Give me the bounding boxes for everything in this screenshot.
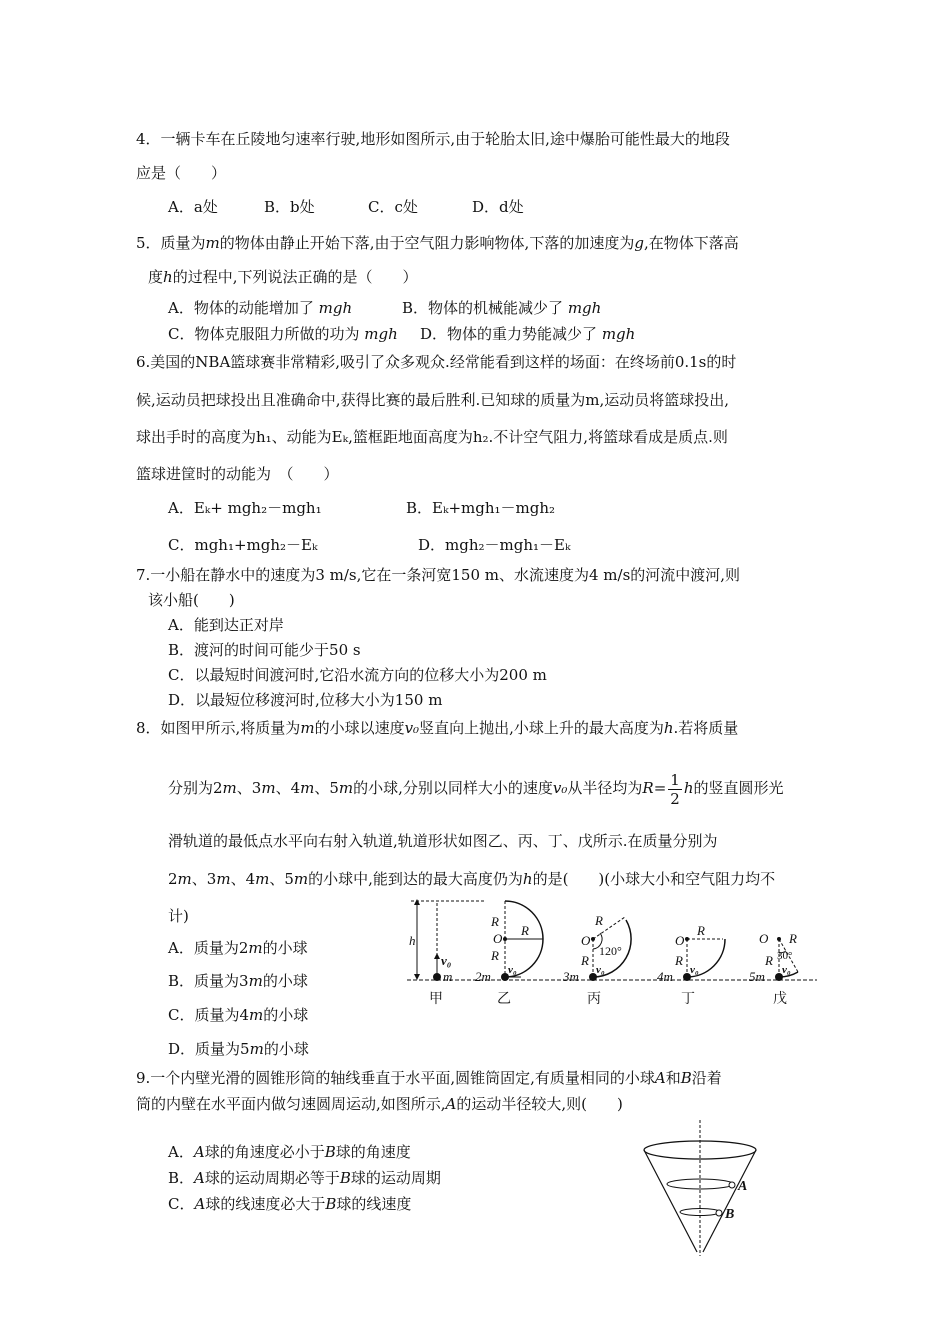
v0-label: v₀ bbox=[441, 953, 452, 968]
q9-option-b: B．A球的运动周期必等于B球的运动周期 bbox=[168, 1169, 441, 1187]
q7-option-a: A．能到达正对岸 bbox=[168, 616, 284, 634]
h-label: h bbox=[409, 933, 416, 948]
q9-stem-line2: 筒的内壁在水平面内做匀速圆周运动,如图所示,A的运动半径较大,则( ) bbox=[136, 1095, 623, 1113]
q6-stem-line4: 篮球进筐时的动能为 （ ） bbox=[136, 465, 339, 483]
mass-label: m bbox=[443, 969, 453, 984]
cone-figure bbox=[640, 1118, 770, 1258]
q6-option-b: B．Eₖ+mgh₁－mgh₂ bbox=[406, 499, 556, 517]
q6-option-d: D．mgh₂－mgh₁－Eₖ bbox=[418, 536, 571, 554]
q6-option-a: A．Eₖ+ mgh₂－mgh₁ bbox=[168, 499, 322, 517]
q7-option-d: D．以最短位移渡河时,位移大小为150 m bbox=[168, 691, 443, 709]
svg-text:R: R bbox=[521, 923, 529, 938]
q4-stem-line1: 4．一辆卡车在丘陵地匀速率行驶,地形如图所示,由于轮胎太旧,途中爆胎可能性最大的地段 bbox=[136, 130, 730, 148]
q5-option-d: D．物体的重力势能减少了 mgh bbox=[420, 325, 636, 343]
panel-label: 戊 bbox=[773, 992, 787, 1007]
q5-stem-line2: 度h的过程中,下列说法正确的是（ ） bbox=[148, 268, 418, 286]
svg-text:R: R bbox=[581, 953, 589, 968]
q9-option-a: A．A球的角速度必小于B球的角速度 bbox=[168, 1143, 411, 1161]
q6-stem-line3: 球出手时的高度为h₁、动能为Eₖ,篮框距地面高度为h₂.不计空气阻力,将篮球看成是质点.则 bbox=[136, 428, 728, 446]
q8-track-figure bbox=[405, 893, 825, 1008]
panel-wu bbox=[749, 931, 798, 1007]
q7-option-c: C．以最短时间渡河时,它沿水流方向的位移大小为200 m bbox=[168, 666, 547, 684]
q7-option-b: B．渡河的时间可能少于50 s bbox=[168, 641, 361, 659]
one-half-fraction: $\frac{1}{2}$ bbox=[670, 770, 680, 808]
svg-text:v₀: v₀ bbox=[596, 964, 605, 976]
q4-option-b: B．b处 bbox=[264, 198, 315, 216]
svg-text:O: O bbox=[581, 933, 591, 948]
svg-text:O: O bbox=[759, 931, 769, 946]
svg-text:R: R bbox=[595, 913, 603, 928]
q6-stem-line2: 候,运动员把球投出且准确命中,获得比赛的最后胜利.已知球的质量为m,运动员将篮球投出, bbox=[136, 391, 730, 409]
panel-ding bbox=[657, 923, 725, 1007]
ball-b bbox=[716, 1210, 722, 1216]
label-b: B bbox=[725, 1207, 735, 1222]
angle-label: 120° bbox=[599, 944, 622, 958]
svg-text:R: R bbox=[697, 923, 705, 938]
svg-text:v₀: v₀ bbox=[782, 964, 791, 976]
label-a: A bbox=[738, 1179, 748, 1194]
svg-text:O: O bbox=[493, 931, 503, 946]
q8-stem-line3: 滑轨道的最低点水平向右射入轨道,轨道形状如图乙、丙、丁、戊所示.在质量分别为 bbox=[168, 832, 718, 850]
svg-text:O: O bbox=[675, 933, 685, 948]
q8-option-a: A．质量为2m的小球 bbox=[168, 939, 308, 957]
svg-text:v₀: v₀ bbox=[508, 964, 517, 976]
q8-stem-line5: 计) bbox=[168, 907, 189, 925]
q4-stem-line2: 应是（ ） bbox=[136, 164, 227, 182]
q4-option-a: A．a处 bbox=[168, 198, 218, 216]
svg-text:4m: 4m bbox=[657, 969, 673, 984]
q8-stem-line1: 8．如图甲所示,将质量为m的小球以速度v₀竖直向上抛出,小球上升的最大高度为h.若将质量 bbox=[136, 719, 739, 737]
svg-text:R: R bbox=[491, 948, 499, 963]
q9-option-c: C．A球的线速度必大于B球的线速度 bbox=[168, 1195, 412, 1213]
q8-stem-line2: 分别为2m、3m、4m、5m的小球,分别以同样大小的速度v₀从半径均为R= $\frac{1}{2}$ h的竖直圆形光 bbox=[168, 770, 784, 808]
svg-text:5m: 5m bbox=[749, 969, 765, 984]
q7-stem-line2: 该小船( ) bbox=[148, 591, 235, 609]
q6-option-c: C．mgh₁+mgh₂－Eₖ bbox=[168, 536, 318, 554]
q5-option-a: A．物体的动能增加了 mgh bbox=[168, 299, 353, 317]
q5-option-c: C．物体克服阻力所做的功为 mgh bbox=[168, 325, 398, 343]
q5-stem-line1: 5．质量为m的物体由静止开始下落,由于空气阻力影响物体,下落的加速度为g,在物体下落高 bbox=[136, 234, 739, 252]
q4-option-d: D．d处 bbox=[472, 198, 524, 216]
svg-text:R: R bbox=[675, 953, 683, 968]
panel-label: 甲 bbox=[429, 992, 443, 1007]
mass-label: 2m bbox=[475, 969, 491, 984]
panel-label: 乙 bbox=[497, 992, 511, 1007]
svg-text:R: R bbox=[765, 953, 773, 968]
panel-label: 丙 bbox=[587, 992, 601, 1007]
angle-label: 30° bbox=[777, 950, 793, 962]
q4-option-c: C．c处 bbox=[368, 198, 418, 216]
panel-bing bbox=[562, 913, 631, 1007]
svg-text:3m: 3m bbox=[563, 969, 579, 984]
svg-text:v₀: v₀ bbox=[690, 964, 699, 976]
q5-option-b: B．物体的机械能减少了 mgh bbox=[402, 299, 602, 317]
q8-option-c: C．质量为4m的小球 bbox=[168, 1006, 309, 1024]
q8-option-b: B．质量为3m的小球 bbox=[168, 972, 308, 990]
svg-text:R: R bbox=[491, 914, 499, 929]
q9-stem-line1: 9.一个内壁光滑的圆锥形筒的轴线垂直于水平面,圆锥筒固定,有质量相同的小球A和B沿着 bbox=[136, 1069, 722, 1087]
svg-text:R: R bbox=[789, 931, 797, 946]
panel-jia bbox=[409, 899, 485, 1007]
panel-yi bbox=[475, 901, 543, 1007]
ball-a bbox=[729, 1182, 735, 1188]
panel-label: 丁 bbox=[681, 992, 695, 1007]
q7-stem-line1: 7.一小船在静水中的速度为3 m/s,它在一条河宽150 m、水流速度为4 m/s的河流中渡河,则 bbox=[136, 566, 741, 584]
q8-option-d: D．质量为5m的小球 bbox=[168, 1040, 309, 1058]
q8-stem-line4: 2m、3m、4m、5m的小球中,能到达的最大高度仍为h的是( )(小球大小和空气阻力均不 bbox=[168, 870, 776, 888]
ball bbox=[433, 973, 441, 981]
q6-stem-line1: 6.美国的NBA篮球赛非常精彩,吸引了众多观众.经常能看到这样的场面：在终场前0.1s的时 bbox=[136, 353, 737, 371]
